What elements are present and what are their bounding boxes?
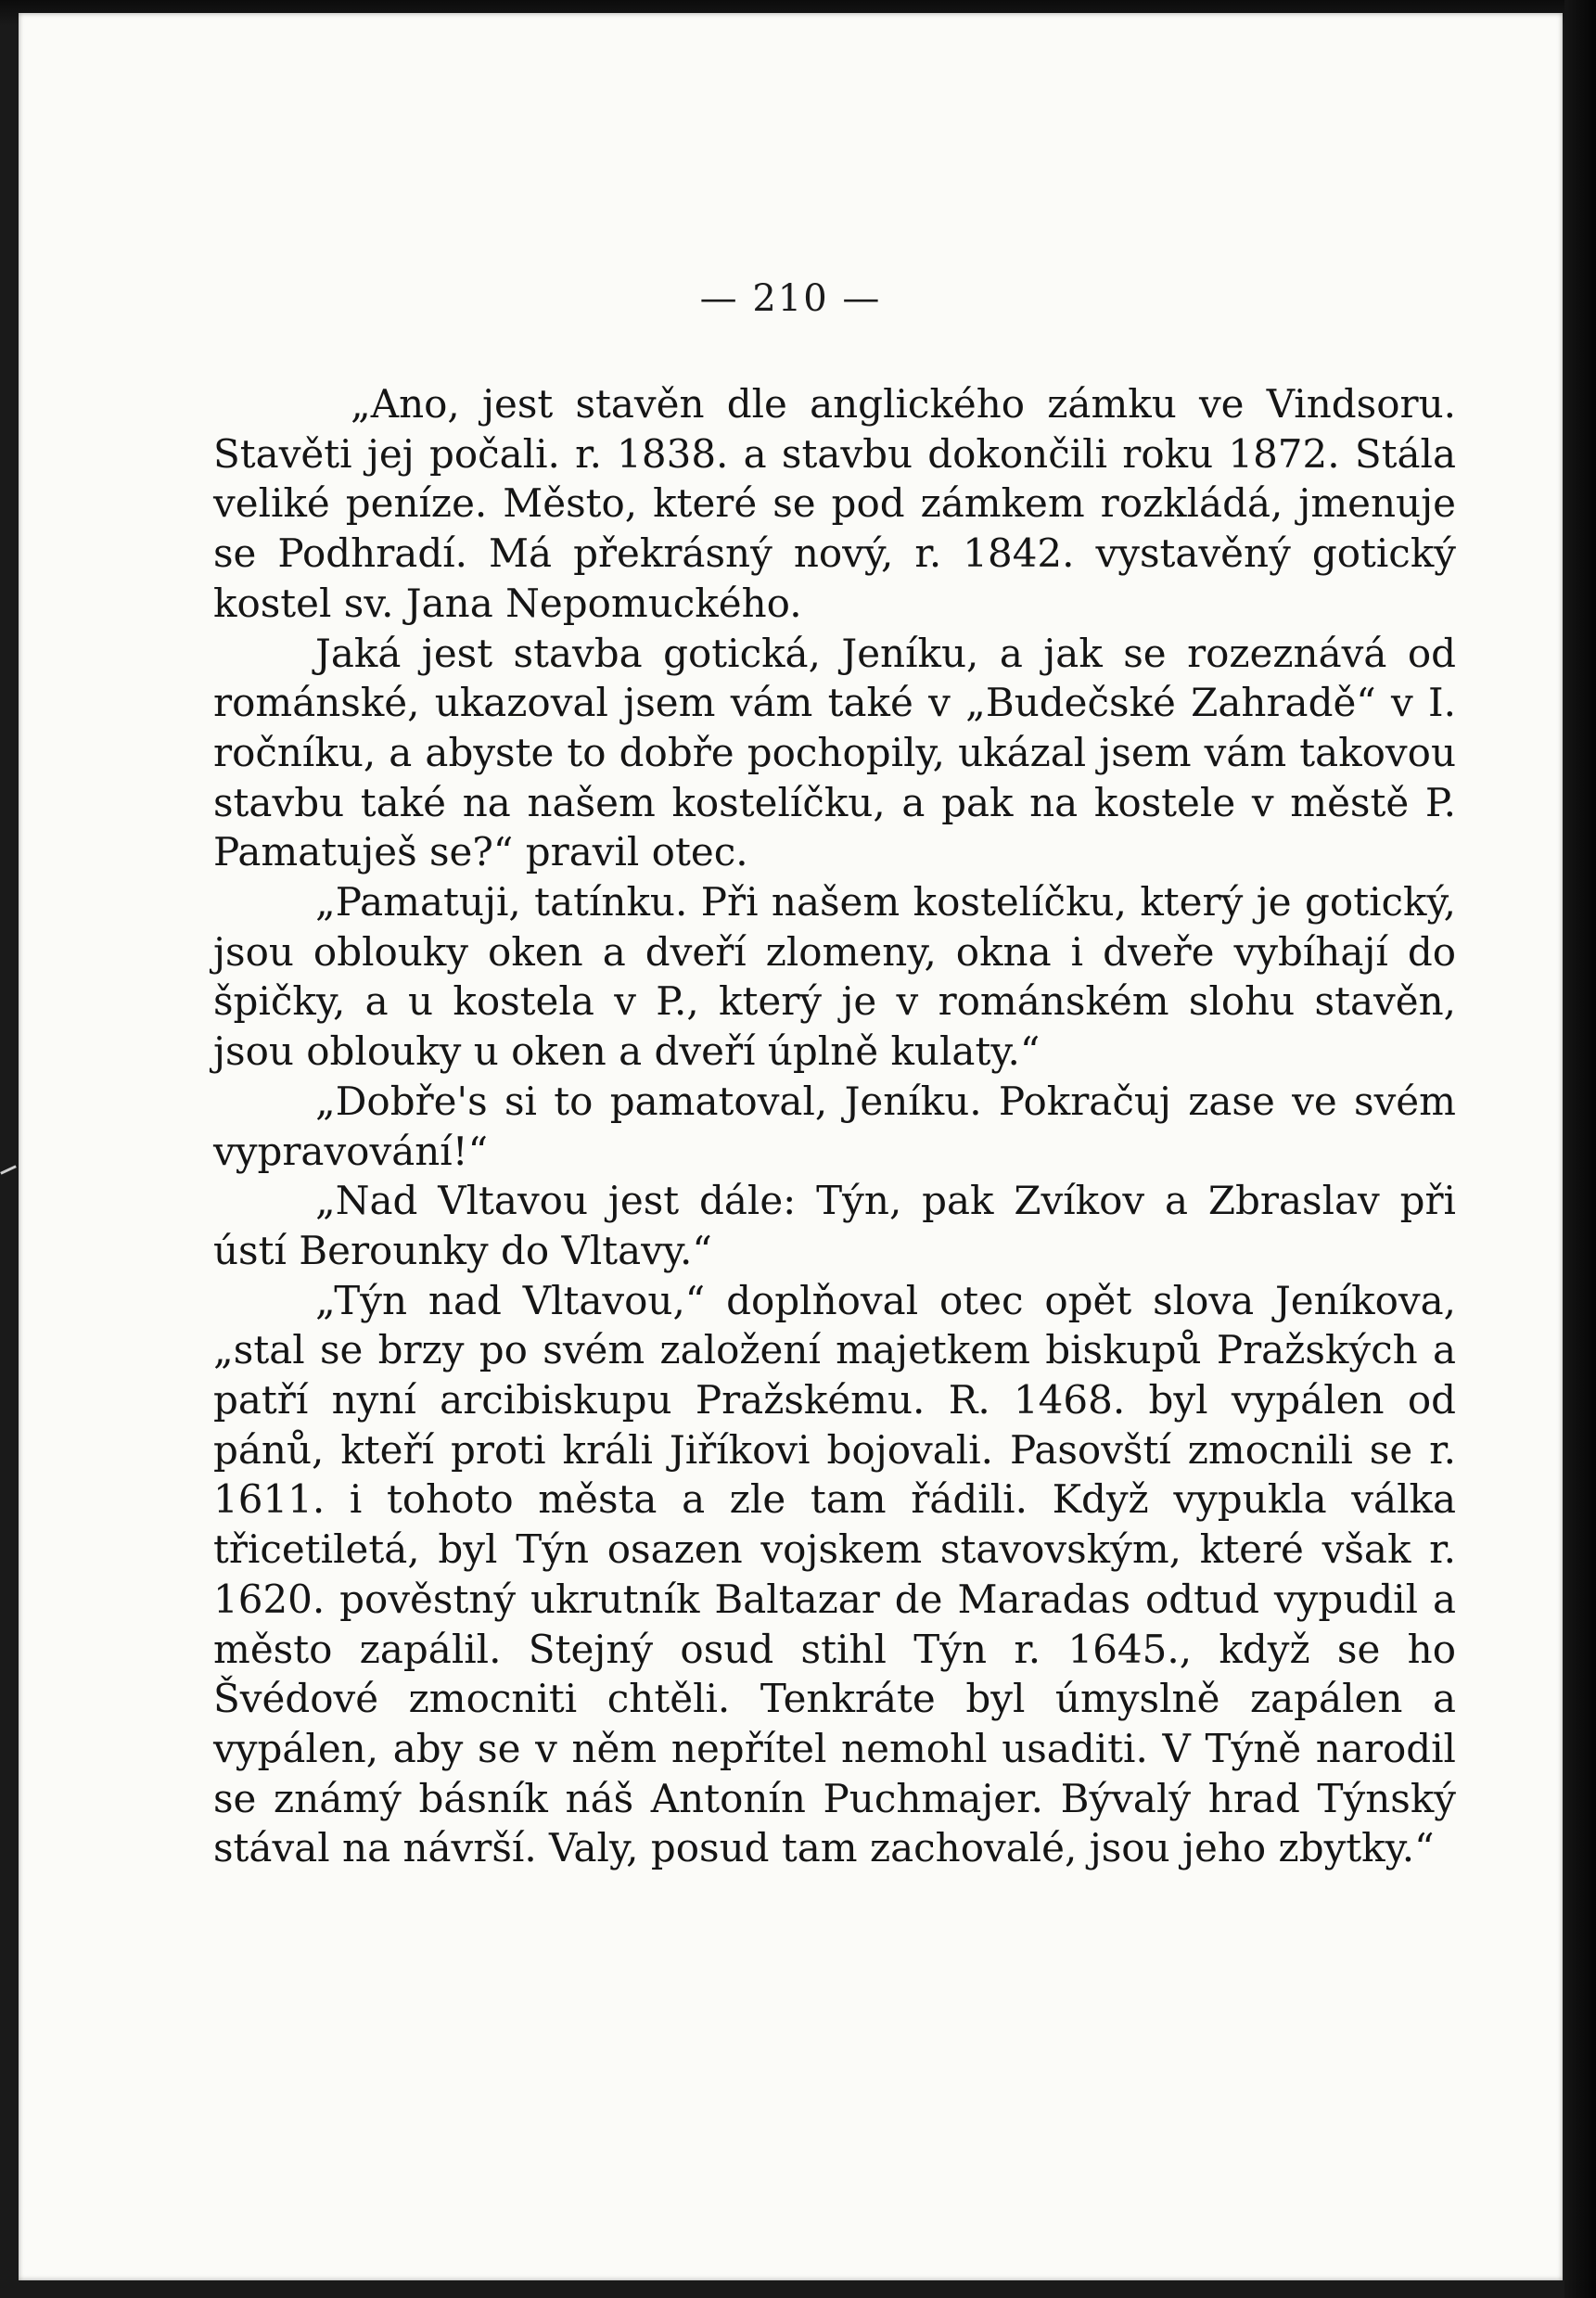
paragraph-2: Jaká jest stavba gotická, Jeníku, a jak se rozeznává od románské, ukazoval jsem vám také v „Budečské Zahradě“ v I. ročníku, a abyste to dobře pochopily, ukázal jsem vám takovou stavbu také na našem kostelíčku, a pak na kostele v městě P. Pamatuješ se?“ pravil otec.: [213, 630, 1456, 875]
paragraph-5: „Nad Vltavou jest dále: Týn, pak Zvíkov a Zbraslav při ústí Berounky do Vltavy.“: [213, 1178, 1456, 1273]
paragraph-4: „Dobře's si to pamatoval, Jeníku. Pokračuj zase ve svém vypravování!“: [213, 1078, 1456, 1174]
scan-right-edge: [1564, 0, 1596, 2298]
scan-artifact-mark: [0, 1165, 17, 1174]
paragraph-1: „Ano, jest stavěn dle anglického zámku ve Vindsoru. Stavěti jej počali. r. 1838. a stavbu dokončili roku 1872. Stála veliké peníze. Město, které se pod zámkem rozkládá, jmenuje se Podhradí. Má překrásný nový, r. 1842. vystavěný gotický kostel sv. Jana Nepomuckého.: [213, 381, 1456, 626]
page-number: — 210 —: [699, 277, 882, 320]
body-text: [213, 379, 1456, 1873]
book-page: [19, 13, 1563, 2280]
paragraph-3: „Pamatuji, tatínku. Při našem kostelíčku, který je gotický, jsou oblouky oken a dveří zlomeny, okna i dveře vybíhají do špičky, a u kostela v P., který je v románském slohu stavěn, jsou oblouky u oken a dveří úplně kulaty.“: [213, 879, 1456, 1075]
paragraph-6: „Týn nad Vltavou,“ doplňoval otec opět slova Jeníkova, „stal se brzy po svém založení majetkem biskupů Pražských a patří nyní arcibiskupu Pražskému. R. 1468. byl vypálen od pánů, kteří proti králi Jiříkovi bojovali. Pasovští zmocnili se r. 1611. i tohoto města a zle tam řádili. Když vypukla válka třicetiletá, byl Týn osazen vojskem stavovským, které však r. 1620. pověstný ukrutník Baltazar de Maradas odtud vypudil a město zapálil. Stejný osud stihl Týn r. 1645., když se ho Švédové zmocniti chtěli. Tenkráte byl úmyslně zapálen a vypálen, aby se v něm nepřítel nemohl usaditi. V Týně narodil se známý básník náš Antonín Puchmajer. Bývalý hrad Týnský stával na návrší. Valy, posud tam zachovalé, jsou jeho zbytky.“: [213, 1277, 1456, 1871]
